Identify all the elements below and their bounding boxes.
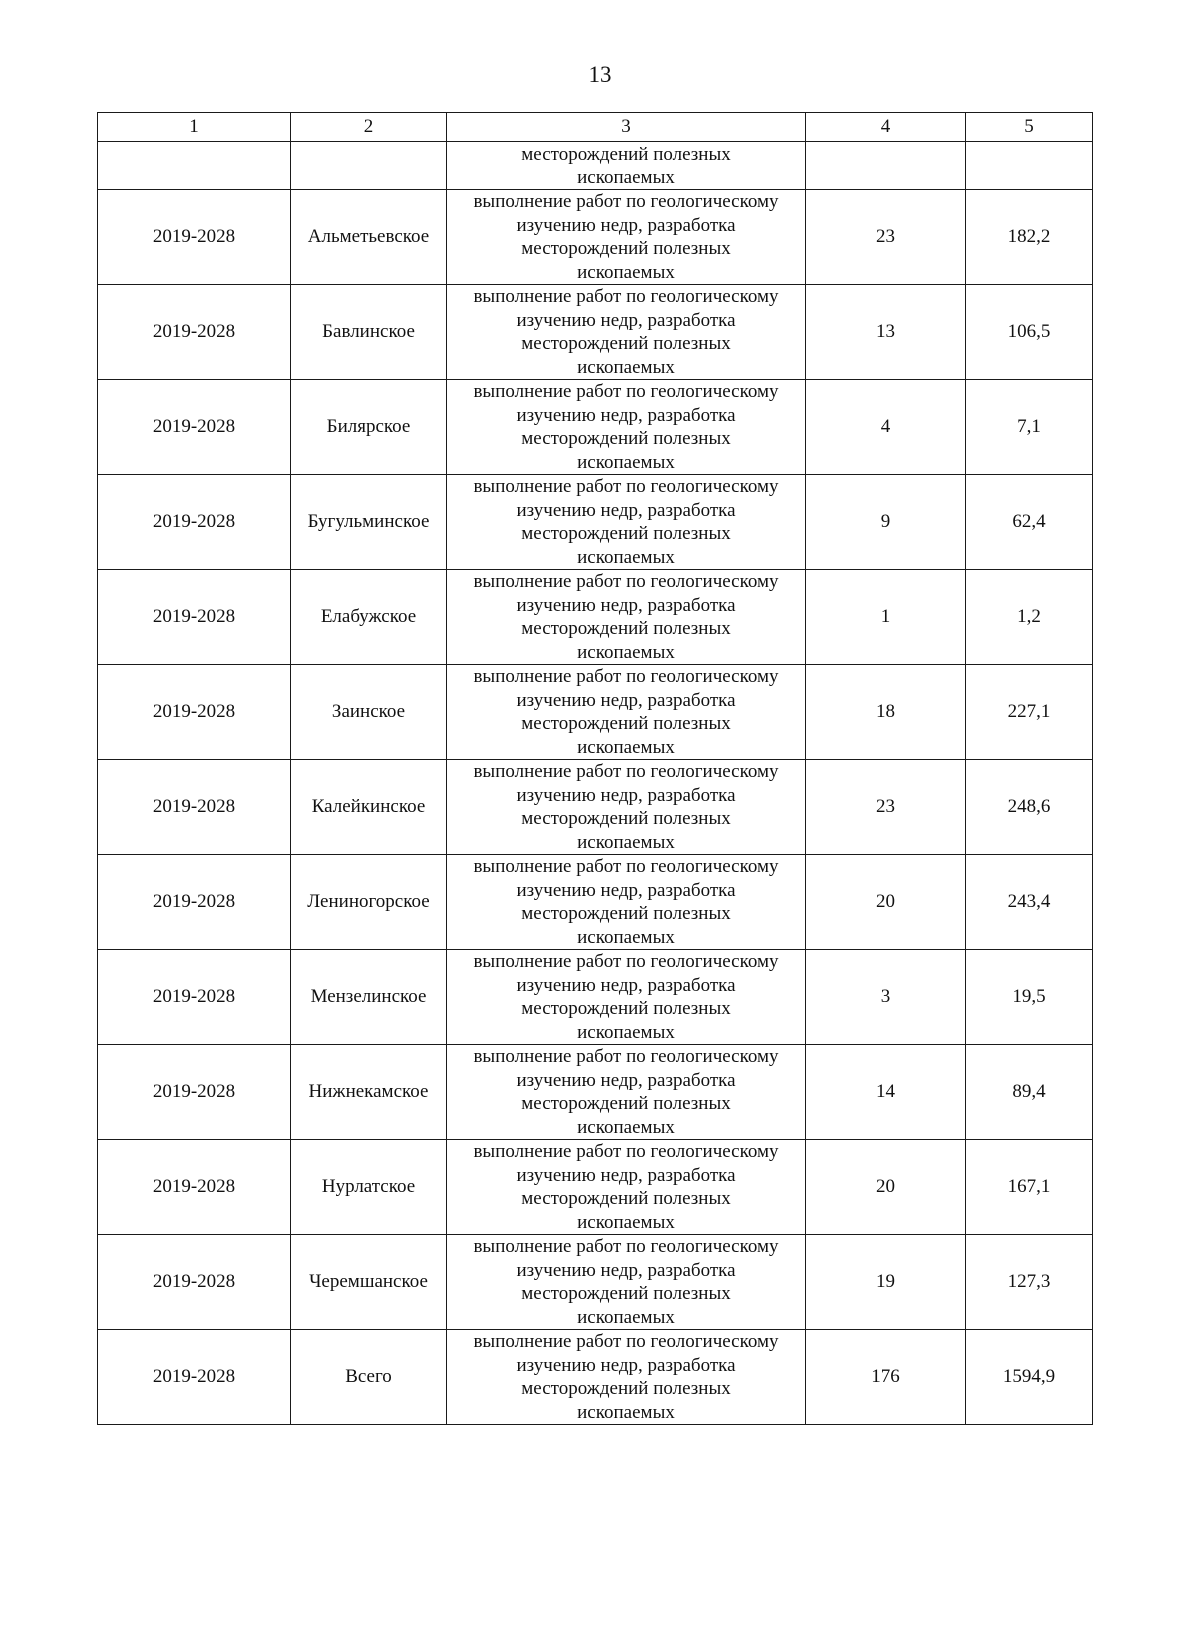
value-cell: 62,4: [966, 475, 1093, 570]
activity-cell: [447, 665, 806, 760]
district-cell: Бавлинское: [291, 285, 447, 380]
district-cell: [291, 142, 447, 190]
value-cell: 127,3: [966, 1235, 1093, 1330]
page-number: 13: [588, 62, 612, 87]
value-cell: [966, 142, 1093, 190]
column-number-row: [98, 113, 1093, 142]
column-number-cell: 1: [98, 113, 291, 142]
table-row: [98, 1045, 1093, 1140]
activity-cell: [447, 570, 806, 665]
value-cell: 182,2: [966, 190, 1093, 285]
period-cell: 2019-2028: [98, 1140, 291, 1235]
count-cell: 23: [806, 760, 966, 855]
value-cell: 1,2: [966, 570, 1093, 665]
period-cell: 2019-2028: [98, 950, 291, 1045]
activity-cell: [447, 950, 806, 1045]
activity-line: изучению недр, разработка: [516, 974, 736, 996]
activity-line: месторождений полезных: [521, 808, 731, 829]
activity-line: выполнение работ по геологическому: [473, 191, 779, 212]
activity-line: месторождений полезных: [521, 1188, 731, 1209]
district-cell: Нижнекамское: [291, 1045, 447, 1140]
activity-line: месторождений полезных: [521, 238, 731, 259]
activity-line: изучению недр, разработка: [516, 1069, 736, 1091]
value-cell: 227,1: [966, 665, 1093, 760]
activity-line: месторождений полезных: [521, 1378, 731, 1399]
activity-cell: [447, 1045, 806, 1140]
period-cell: 2019-2028: [98, 1330, 291, 1425]
activity-line: ископаемых: [577, 641, 675, 663]
activity-line: изучению недр, разработка: [516, 594, 736, 616]
activity-line: изучению недр, разработка: [516, 309, 736, 331]
period-cell: 2019-2028: [98, 1045, 291, 1140]
table-row: [98, 1235, 1093, 1330]
column-number-cell: 2: [291, 113, 447, 142]
activity-line: ископаемых: [577, 451, 675, 473]
period-cell: 2019-2028: [98, 1235, 291, 1330]
period-cell: [98, 142, 291, 190]
period-cell: 2019-2028: [98, 190, 291, 285]
activity-line: месторождений полезных: [521, 143, 731, 165]
district-cell: Мензелинское: [291, 950, 447, 1045]
data-table: [97, 112, 1093, 1425]
count-cell: 1: [806, 570, 966, 665]
activity-line: выполнение работ по геологическому: [473, 666, 779, 687]
value-cell: 89,4: [966, 1045, 1093, 1140]
activity-line: месторождений полезных: [521, 1283, 731, 1304]
activity-line: ископаемых: [577, 926, 675, 948]
value-cell: 243,4: [966, 855, 1093, 950]
activity-line: выполнение работ по геологическому: [473, 286, 779, 307]
table-body: [98, 113, 1093, 1425]
activity-line: изучению недр, разработка: [516, 1259, 736, 1281]
activity-line: ископаемых: [577, 736, 675, 758]
activity-line: месторождений полезных: [521, 998, 731, 1019]
activity-cell: [447, 1330, 806, 1425]
table-row: [98, 570, 1093, 665]
activity-line: месторождений полезных: [521, 713, 731, 734]
value-cell: 19,5: [966, 950, 1093, 1045]
count-cell: 20: [806, 855, 966, 950]
activity-line: изучению недр, разработка: [516, 689, 736, 711]
activity-cell: [447, 475, 806, 570]
count-cell: [806, 142, 966, 190]
district-cell: Билярское: [291, 380, 447, 475]
count-cell: 176: [806, 1330, 966, 1425]
activity-line: выполнение работ по геологическому: [473, 476, 779, 497]
district-cell: Нурлатское: [291, 1140, 447, 1235]
activity-line: месторождений полезных: [521, 333, 731, 354]
activity-line: выполнение работ по геологическому: [473, 571, 779, 592]
column-number-cell: 5: [966, 113, 1093, 142]
table-row: [98, 950, 1093, 1045]
value-cell: 248,6: [966, 760, 1093, 855]
district-cell: Черемшанское: [291, 1235, 447, 1330]
value-cell: 1594,9: [966, 1330, 1093, 1425]
activity-cell: [447, 1235, 806, 1330]
activity-line: изучению недр, разработка: [516, 499, 736, 521]
district-cell: Калейкинское: [291, 760, 447, 855]
value-cell: 7,1: [966, 380, 1093, 475]
count-cell: 9: [806, 475, 966, 570]
activity-line: ископаемых: [577, 356, 675, 378]
column-number-cell: 4: [806, 113, 966, 142]
period-cell: 2019-2028: [98, 760, 291, 855]
table-row: [98, 285, 1093, 380]
district-cell: Альметьевское: [291, 190, 447, 285]
period-cell: 2019-2028: [98, 570, 291, 665]
activity-line: месторождений полезных: [521, 428, 731, 449]
activity-cell: [447, 142, 806, 190]
activity-line: ископаемых: [577, 1116, 675, 1138]
table-row: [98, 475, 1093, 570]
period-cell: 2019-2028: [98, 665, 291, 760]
activity-line: выполнение работ по геологическому: [473, 1236, 779, 1257]
table-row: [98, 190, 1093, 285]
activity-line: изучению недр, разработка: [516, 404, 736, 426]
activity-cell: [447, 285, 806, 380]
district-cell: Всего: [291, 1330, 447, 1425]
count-cell: 4: [806, 380, 966, 475]
table-row: [98, 380, 1093, 475]
count-cell: 13: [806, 285, 966, 380]
value-cell: 167,1: [966, 1140, 1093, 1235]
activity-cell: [447, 855, 806, 950]
activity-line: ископаемых: [577, 166, 675, 188]
count-cell: 19: [806, 1235, 966, 1330]
activity-line: изучению недр, разработка: [516, 879, 736, 901]
table-row: [98, 760, 1093, 855]
activity-cell: [447, 190, 806, 285]
count-cell: 3: [806, 950, 966, 1045]
activity-cell: [447, 1140, 806, 1235]
activity-line: ископаемых: [577, 261, 675, 283]
district-cell: Бугульминское: [291, 475, 447, 570]
period-cell: 2019-2028: [98, 855, 291, 950]
activity-line: месторождений полезных: [521, 618, 731, 639]
column-number-cell: 3: [447, 113, 806, 142]
district-cell: Лениногорское: [291, 855, 447, 950]
activity-line: выполнение работ по геологическому: [473, 1331, 779, 1352]
activity-line: ископаемых: [577, 546, 675, 568]
activity-cell: [447, 760, 806, 855]
period-cell: 2019-2028: [98, 285, 291, 380]
activity-line: выполнение работ по геологическому: [473, 1046, 779, 1067]
count-cell: 18: [806, 665, 966, 760]
activity-line: выполнение работ по геологическому: [473, 381, 779, 402]
activity-line: выполнение работ по геологическому: [473, 951, 779, 972]
district-cell: Елабужское: [291, 570, 447, 665]
activity-cell: [447, 380, 806, 475]
table-row: [98, 665, 1093, 760]
activity-line: ископаемых: [577, 1211, 675, 1233]
activity-line: выполнение работ по геологическому: [473, 1141, 779, 1162]
activity-line: месторождений полезных: [521, 903, 731, 924]
activity-line: выполнение работ по геологическому: [473, 856, 779, 877]
activity-line: изучению недр, разработка: [516, 214, 736, 236]
period-cell: 2019-2028: [98, 475, 291, 570]
activity-line: ископаемых: [577, 831, 675, 853]
count-cell: 20: [806, 1140, 966, 1235]
activity-line: ископаемых: [577, 1306, 675, 1328]
activity-line: изучению недр, разработка: [516, 1354, 736, 1376]
value-cell: 106,5: [966, 285, 1093, 380]
activity-line: изучению недр, разработка: [516, 1164, 736, 1186]
activity-line: месторождений полезных: [521, 523, 731, 544]
activity-line: ископаемых: [577, 1401, 675, 1423]
count-cell: 23: [806, 190, 966, 285]
activity-line: ископаемых: [577, 1021, 675, 1043]
activity-line: изучению недр, разработка: [516, 784, 736, 806]
table-row: [98, 1330, 1093, 1425]
table-row: [98, 1140, 1093, 1235]
activity-line: выполнение работ по геологическому: [473, 761, 779, 782]
period-cell: 2019-2028: [98, 380, 291, 475]
district-cell: Заинское: [291, 665, 447, 760]
continuation-row: [98, 142, 1093, 190]
table-row: [98, 855, 1093, 950]
count-cell: 14: [806, 1045, 966, 1140]
activity-line: месторождений полезных: [521, 1093, 731, 1114]
